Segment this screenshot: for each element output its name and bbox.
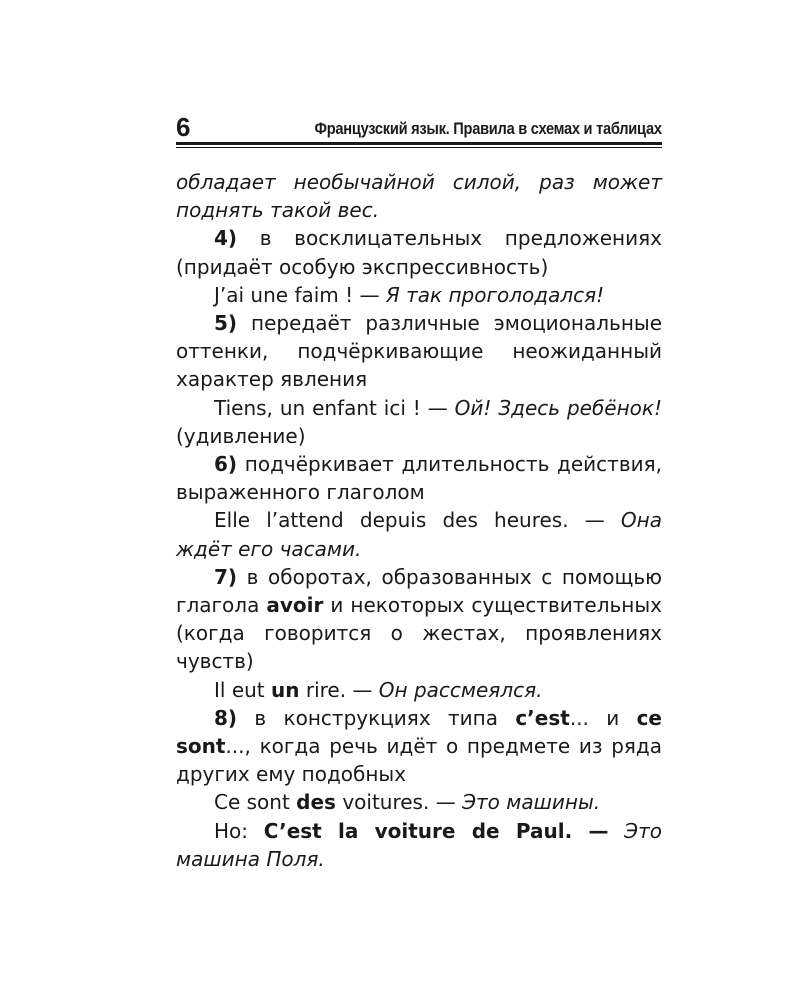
rule-item-4: 4) в восклицательных предложениях (придаёт особую экспрессивность)	[176, 226, 662, 279]
paragraph-continuation: обладает необычайной силой, раз может поднять такой вес.	[176, 170, 662, 223]
example-4: J’ai une faim ! — Я так проголодался!	[214, 282, 605, 307]
page-body	[176, 168, 662, 873]
rule-item-7: 7) в оборотах, образованных с помощью глагола avoir и некоторых существительных (когда говорится о жестах, проявлениях чувств)	[176, 564, 662, 674]
example-8-contrast: Но: C’est la voiture de Paul. — Это машина Поля.	[176, 818, 662, 871]
rule-item-8: 8) в конструкциях типа c’est... и ce sont..., когда речь идёт о предмете из ряда других ему подобных	[176, 705, 662, 787]
example-5: Tiens, un enfant ici ! — Ой! Здесь ребёнок! (удивление)	[176, 395, 662, 448]
header-rule-thick	[176, 142, 662, 145]
rule-item-5: 5) передаёт различные эмоциональные оттенки, подчёркивающие неожиданный характер явления	[176, 311, 662, 392]
page-header	[176, 112, 662, 142]
page-number: 6	[176, 112, 191, 142]
example-7: Il eut un rire. — Он рассмеялся.	[214, 677, 543, 702]
example-8: Ce sont des voitures. — Это машины.	[214, 790, 601, 815]
running-title: Французский язык. Правила в схемах и таблицах	[314, 119, 662, 138]
rule-item-6: 6) подчёркивает длительность действия, выраженного глаголом	[176, 452, 662, 505]
example-6: Elle l’attend depuis des heures. — Она ждёт его часами.	[176, 508, 662, 561]
header-rule-thin	[176, 147, 662, 148]
